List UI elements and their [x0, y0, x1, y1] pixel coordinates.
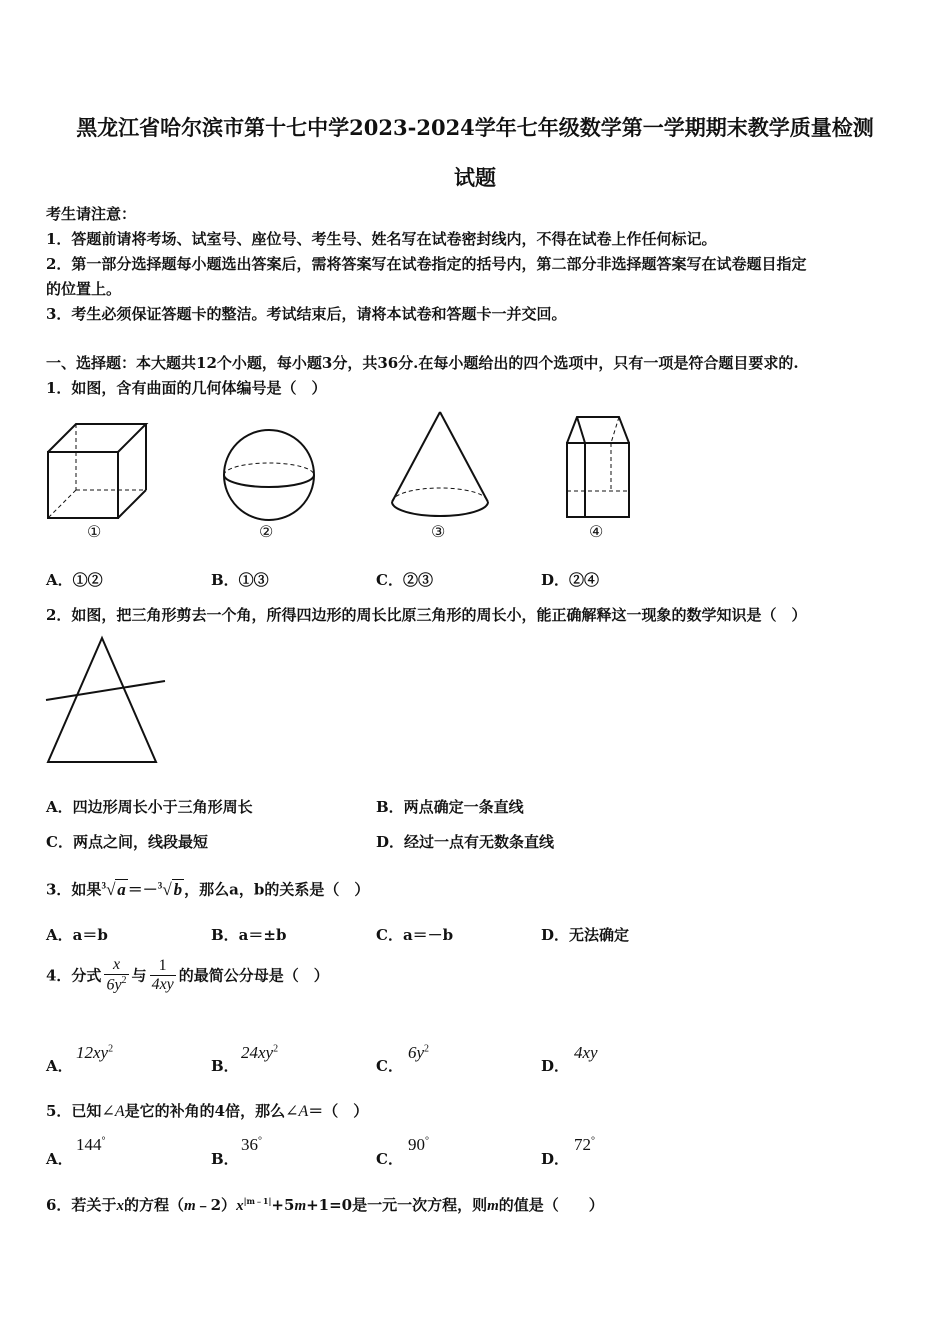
q5-option-b-letter[interactable]: B．	[211, 1150, 239, 1168]
prism-figure	[565, 415, 631, 520]
q3-option-d[interactable]: D．无法确定	[541, 926, 630, 944]
q4-option-b-letter[interactable]: B．	[211, 1057, 239, 1075]
q5-option-c-value[interactable]: 90°	[408, 1135, 429, 1154]
q4-option-c-letter[interactable]: C．	[376, 1057, 403, 1075]
cube-figure	[46, 420, 150, 520]
angle-a: ∠A	[101, 1103, 125, 1120]
notice-item-1: 1．答题前请将考场、试室号、座位号、考生号、姓名写在试卷密封线内，不得在试卷上作任何标记。	[46, 230, 717, 248]
q5-option-a-value[interactable]: 144°	[76, 1135, 106, 1154]
q4-option-a-letter[interactable]: A．	[46, 1057, 73, 1075]
q1-stem: 1．如图，含有曲面的几何体编号是（ ）	[46, 379, 327, 397]
q2-option-a[interactable]: A．四边形周长小于三角形周长	[46, 798, 253, 816]
q5-stem: 5．已知∠A是它的补角的4倍，那么∠A＝（ ）	[46, 1102, 369, 1120]
q4-option-b-value[interactable]: $24xy^2$	[241, 1043, 279, 1062]
q2-option-b[interactable]: B．两点确定一条直线	[376, 798, 524, 816]
notice-item-3: 3．考生必须保证答题卡的整洁。考试结束后，请将本试卷和答题卡一并交回。	[46, 305, 567, 323]
q5-option-b-value[interactable]: 36°	[241, 1135, 262, 1154]
cube-root-a: $^3$√ a	[101, 879, 126, 899]
q6-stem: 6．若关于x的方程$(m﹣2)x^{|m﹣1|}+5m+1=0$是一元一次方程，则m的值是（ ）	[46, 1196, 604, 1214]
sphere-figure	[222, 428, 316, 522]
q4-option-a-value[interactable]: $12xy^2$	[76, 1043, 114, 1062]
q3-middle: ＝－	[127, 880, 158, 899]
q3-option-a[interactable]: A．a＝b	[46, 926, 108, 944]
q4-prefix: 4．分式	[46, 966, 102, 985]
fig-label-4: ④	[589, 522, 604, 541]
q2-option-c[interactable]: C．两点之间，线段最短	[46, 833, 208, 851]
q4-option-d-value[interactable]: 4xy	[574, 1043, 598, 1062]
q5-option-a-letter[interactable]: A．	[46, 1150, 73, 1168]
fraction-2: $\frac{1}{4xy}$	[151, 956, 174, 993]
q5-option-c-letter[interactable]: C．	[376, 1150, 403, 1168]
cone-figure	[390, 410, 490, 520]
q4-option-d-letter[interactable]: D．	[541, 1057, 570, 1075]
cube-root-b: $^3$√ b	[157, 879, 183, 899]
q1-option-b[interactable]: B．①③	[211, 571, 269, 589]
q2-option-d[interactable]: D．经过一点有无数条直线	[376, 833, 555, 851]
q3-option-b[interactable]: B．a＝±b	[211, 926, 287, 944]
q5-option-d-value[interactable]: 72°	[574, 1135, 595, 1154]
q1-option-c[interactable]: C．②③	[376, 571, 433, 589]
q4-option-c-value[interactable]: $6y^2$	[408, 1043, 430, 1062]
fraction-1: $\frac{x}{6y^2}$	[106, 956, 127, 994]
q3-suffix: ，那么a，b的关系是（ ）	[184, 880, 370, 899]
q5-option-d-letter[interactable]: D．	[541, 1150, 570, 1168]
q4-middle: 与	[131, 966, 147, 985]
q4-suffix: 的最简公分母是（ ）	[178, 966, 329, 985]
page-title-line2: 试题	[454, 165, 496, 190]
section-heading: 一、选择题：本大题共12个小题，每小题3分，共36分.在每小题给出的四个选项中，只有一项是符合题目要求的.	[46, 354, 799, 372]
q4-stem	[46, 956, 329, 994]
page-title: 黑龙江省哈尔滨市第十七中学2023-2024学年七年级数学第一学期期末教学质量检测	[76, 115, 874, 140]
cut-triangle-figure	[44, 636, 168, 766]
q3-option-c[interactable]: C．a＝－b	[376, 926, 454, 944]
fig-label-2: ②	[259, 522, 274, 541]
q3-stem	[46, 865, 369, 910]
q3-prefix: 3．如果	[46, 880, 102, 899]
fig-label-1: ①	[87, 522, 102, 541]
q2-stem: 2．如图，把三角形剪去一个角，所得四边形的周长比原三角形的周长小，能正确解释这一现象的数学知识是（ ）	[46, 606, 807, 624]
angle-a-2: ∠A	[285, 1103, 309, 1120]
fig-label-3: ③	[431, 522, 446, 541]
q1-option-d[interactable]: D．②④	[541, 571, 600, 589]
notice-heading: 考生请注意：	[46, 205, 137, 223]
q1-option-a[interactable]: A．①②	[46, 571, 103, 589]
notice-item-2: 2．第一部分选择题每小题选出答案后，需将答案写在试卷指定的括号内，第二部分非选择题答案写在试卷题目指定	[46, 255, 807, 273]
notice-item-2-cont: 的位置上。	[46, 280, 122, 298]
